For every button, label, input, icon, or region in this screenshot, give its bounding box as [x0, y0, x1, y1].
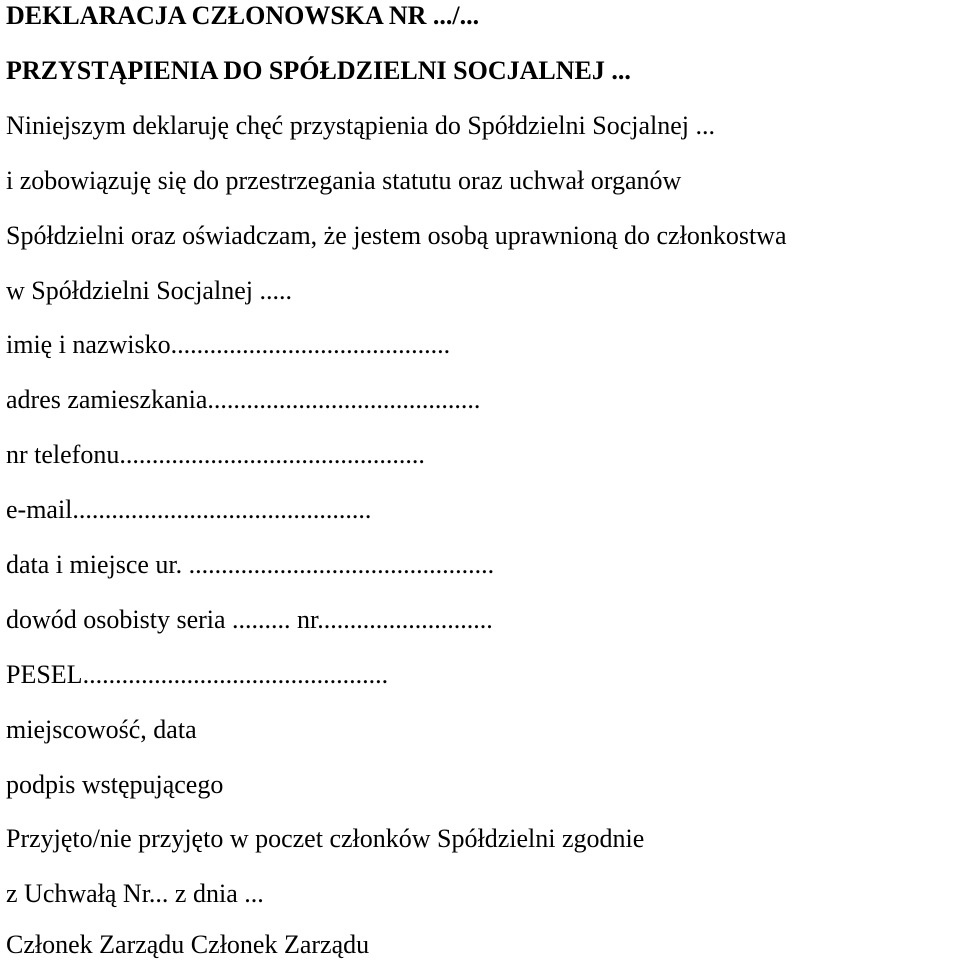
document-subtitle: PRZYSTĄPIENIA DO SPÓŁDZIELNI SOCJALNEJ ... — [6, 56, 631, 85]
field-pesel: PESEL............................................... — [6, 660, 389, 689]
signature-applicant: podpis wstępującego — [6, 770, 224, 799]
field-id-card: dowód osobisty seria ......... nr........................... — [6, 605, 493, 634]
board-signatures: Członek Zarządu Członek Zarządu — [6, 930, 370, 959]
field-address: adres zamieszkania.......................................... — [6, 385, 481, 414]
declaration-line-3: Spółdzielni oraz oświadczam, że jestem osobą uprawnioną do członkostwa — [6, 221, 787, 250]
signature-place-date: miejscowość, data — [6, 715, 197, 744]
document-title: DEKLARACJA CZŁONOWSKA NR .../... — [6, 1, 480, 30]
resolution-line-2: z Uchwałą Nr... z dnia ... — [6, 879, 264, 908]
resolution-line-1: Przyjęto/nie przyjęto w poczet członków Spółdzielni zgodnie — [6, 824, 645, 853]
field-birth-date-place: data i miejsce ur. ............................................... — [6, 550, 495, 579]
declaration-line-4: w Spółdzielni Socjalnej ..... — [6, 276, 292, 305]
declaration-line-2: i zobowiązuję się do przestrzegania statutu oraz uchwał organów — [6, 166, 682, 195]
field-email: e-mail.............................................. — [6, 495, 372, 524]
field-name: imię i nazwisko........................................... — [6, 330, 451, 359]
declaration-line-1: Niniejszym deklaruję chęć przystąpienia do Spółdzielni Socjalnej ... — [6, 111, 716, 140]
field-phone: nr telefonu............................................... — [6, 440, 425, 469]
